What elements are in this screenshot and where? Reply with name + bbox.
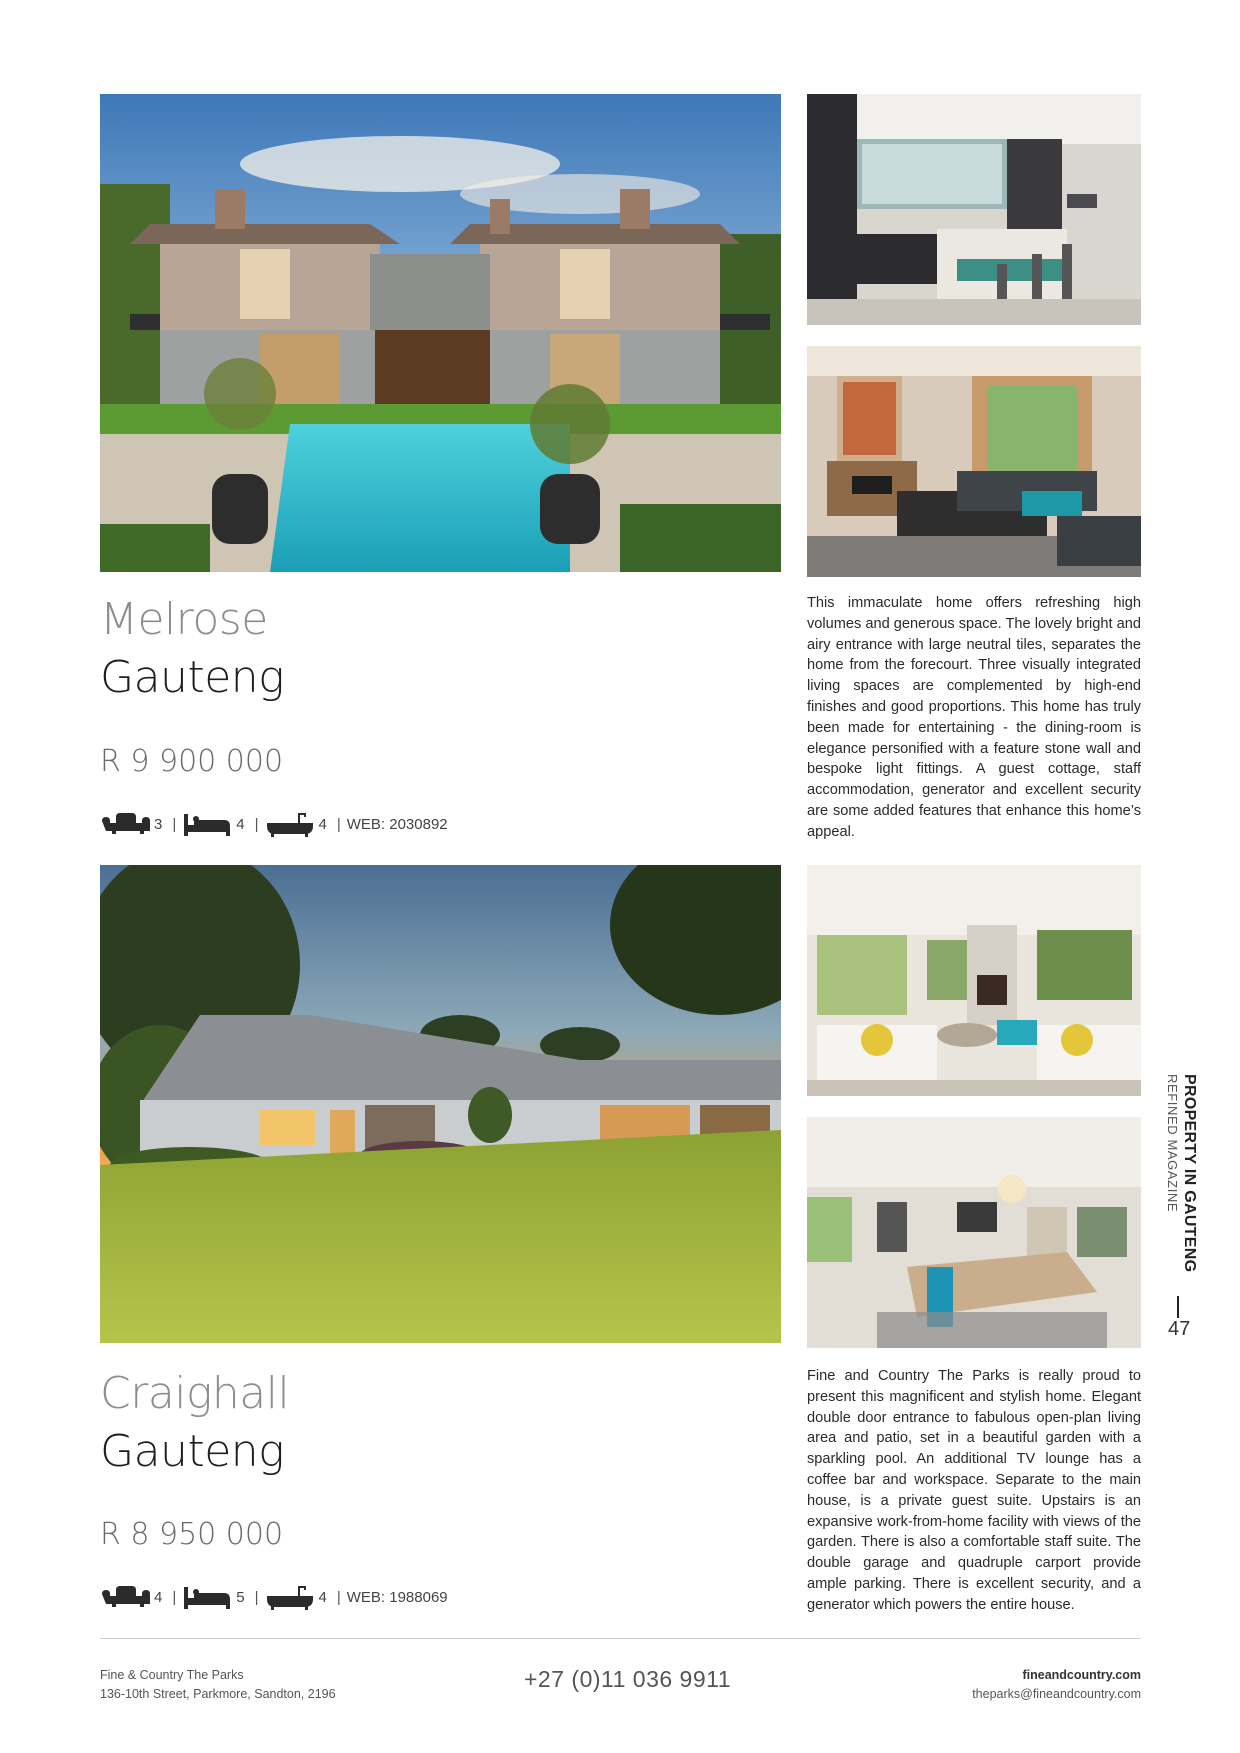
melrose-living-photo	[807, 346, 1141, 577]
footer-office	[100, 1666, 336, 1704]
listing-2-description: Fine and Country The Parks is really proud to present this magnificent and stylish home. Elegant double door entrance to fabulous open-plan living area and patio, set in a beautiful garden with a sparkling pool. An additional TV lounge has a coffee bar and workspace. Separate to the main house, is a private guest suite. Upstairs is an expansive work-from-home facility with views of the garden. There is also a comfortable staff suite. The double garage and quadruple carport provide ample parking. There is excellent security, and a generator which powers the entire house.	[807, 1368, 1141, 1613]
website-link[interactable]: fineandcountry.com	[1022, 1668, 1141, 1682]
listing-2-bedroom-count: 5	[236, 1588, 245, 1606]
craighall-lounge-photo	[807, 865, 1141, 1096]
bed-icon	[182, 811, 234, 837]
section-title: PROPERTY IN GAUTENG	[1181, 1074, 1198, 1273]
magazine-name: REFINED MAGAZINE	[1165, 1074, 1180, 1213]
listing-2-bathroom-count: 4	[318, 1588, 327, 1606]
melrose-exterior-photo	[100, 94, 781, 572]
listing-1-reception-count: 3	[154, 815, 163, 833]
office-address: 136-10th Street, Parkmore, Sandton, 2196	[100, 1687, 336, 1701]
listing-2-reception-count: 4	[154, 1588, 163, 1606]
listing-2-region: Gauteng	[100, 1426, 285, 1477]
melrose-kitchen-photo	[807, 94, 1141, 325]
page-number: 47	[1168, 1318, 1191, 1340]
office-name: Fine & Country The Parks	[100, 1668, 244, 1682]
craighall-exterior-photo	[100, 865, 781, 1343]
section-sidebar	[1162, 1074, 1198, 1294]
bath-icon	[265, 811, 317, 837]
listing-1-region: Gauteng	[100, 652, 285, 703]
listing-1-bathroom-count: 4	[318, 815, 327, 833]
listing-1-description: This immaculate home offers refreshing high volumes and generous space. The lovely bright and airy entrance with large neutral tiles, separates the home from the forecourt. Three visually integrated living spaces are complemented by high-end finishes and good proportions. This home has truly been made for entertaining - the dining-room is elegance personified with a feature stone wall and bespoke light fittings. A guest cottage, staff accommodation, generator and excellent security are some added features that enhance this home’s appeal.	[807, 595, 1141, 840]
office-phone[interactable]: +27 (0)11 036 9911	[524, 1666, 732, 1692]
bath-icon	[265, 1584, 317, 1610]
listing-2-suburb: Craighall	[100, 1368, 290, 1419]
listing-2-price: R 8 950 000	[100, 1517, 284, 1552]
sofa-icon	[100, 1584, 152, 1610]
listing-1-bedroom-count: 4	[236, 815, 245, 833]
listing-1-web-ref: WEB: 2030892	[346, 815, 448, 833]
listing-1-suburb: Melrose	[100, 594, 268, 645]
listing-1-price: R 9 900 000	[100, 744, 284, 779]
bed-icon	[182, 1584, 234, 1610]
listing-2-web-ref: WEB: 1988069	[346, 1588, 448, 1606]
footer-divider	[100, 1638, 1141, 1639]
listing-1-features: 3 | 4 | 4 | WEB: 2030892	[100, 811, 448, 837]
email-link[interactable]: theparks@fineandcountry.com	[972, 1687, 1141, 1701]
footer-contact	[972, 1666, 1141, 1704]
sofa-icon	[100, 811, 152, 837]
page-number-divider	[1177, 1296, 1179, 1318]
listing-2-features: 4 | 5 | 4 | WEB: 1988069	[100, 1584, 448, 1610]
craighall-dining-photo	[807, 1117, 1141, 1348]
